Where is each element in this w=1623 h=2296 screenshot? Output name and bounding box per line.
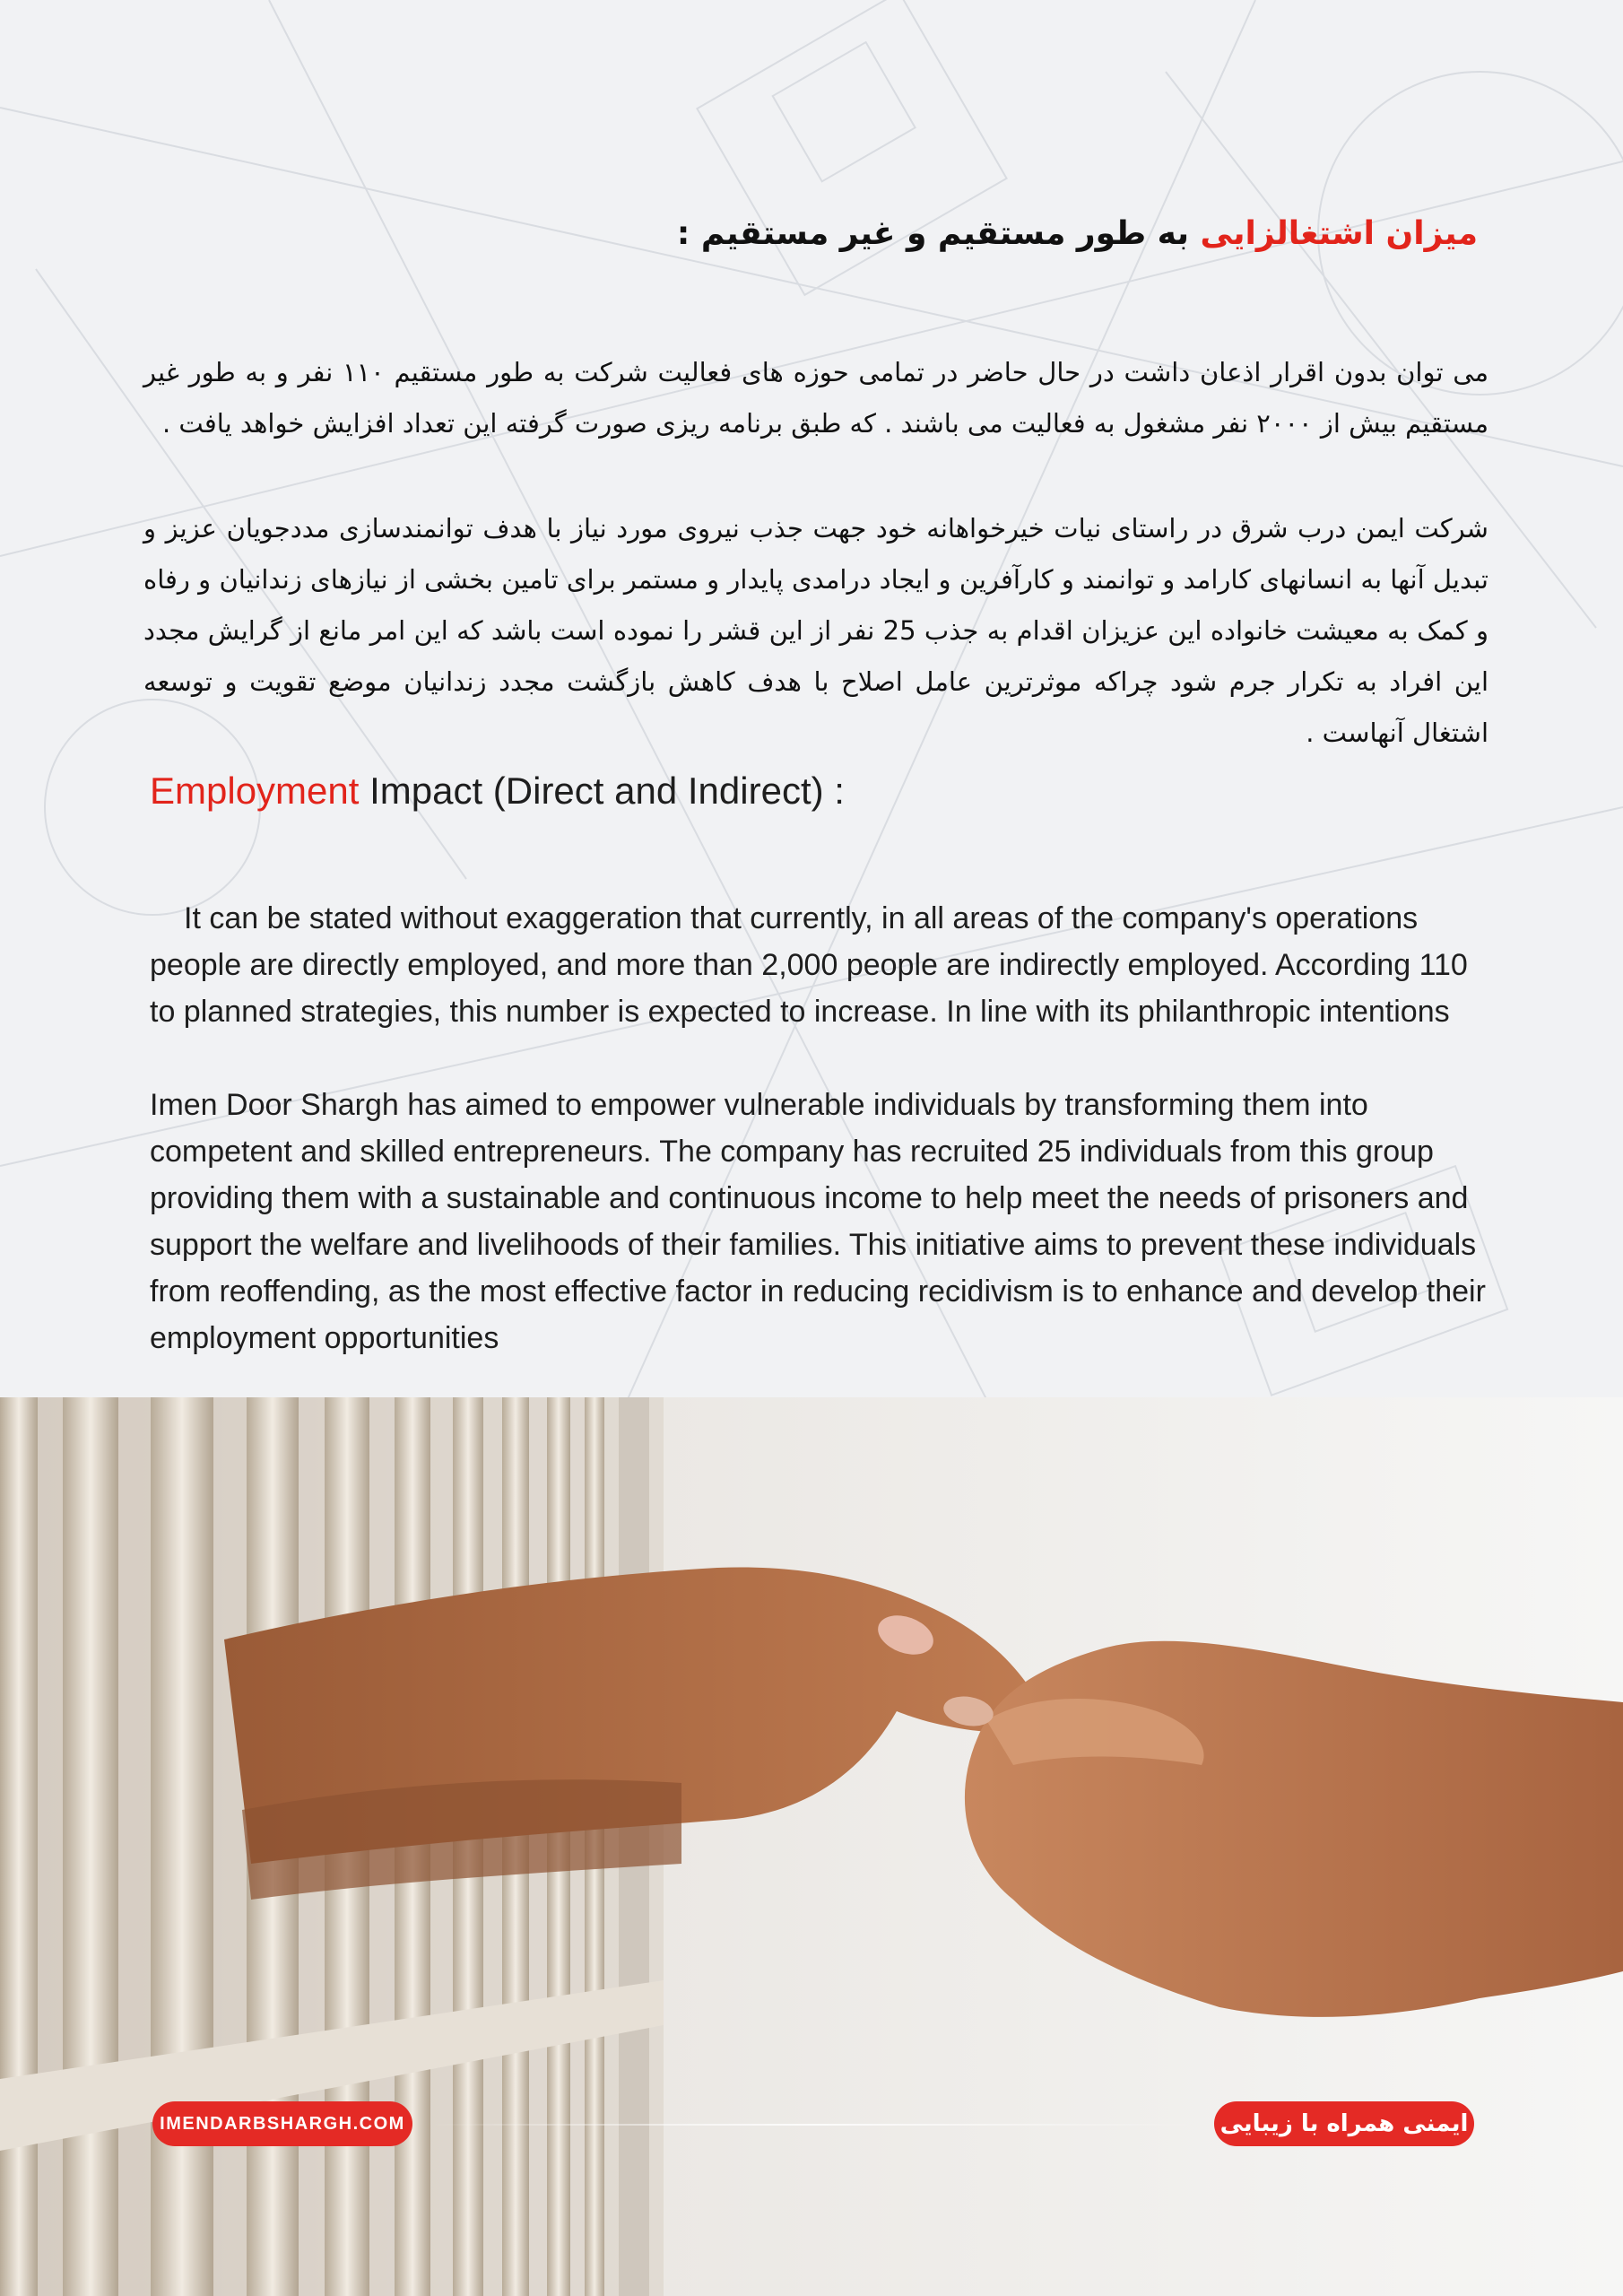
- english-heading-rest: Impact (Direct and Indirect) :: [359, 770, 845, 812]
- website-badge[interactable]: IMENDARBSHARGH.COM: [152, 2101, 412, 2146]
- persian-paragraph-2: شرکت ایمن درب شرق در راستای نیات خیرخواهانه خود جهت جذب نیروی مورد نیاز با هدف توانمندسازی مددجویان عزیز و تبدیل آنها به انسانهای کارامد و توانمند و کارآفرین و ایجاد درامدی پایدار و مستمر برای تامین بخشی از نیازهای زندانیان و رفاه و کمک به معیشت خانواده این عزیزان اقدام به جذب 25 نفر از این قشر را نموده است باشد که این امر مانع از گرایش مجدد این افراد به تکرار جرم شود چراکه موثرترین عامل اصلاح با هدف کاهش بازگشت مجدد زندانیان موضع تقویت و توسعه اشتغال آنهاست .: [143, 513, 1488, 748]
- persian-heading-rest: به طور مستقیم و غیر مستقیم :: [676, 215, 1201, 252]
- footer-divider: [430, 2124, 1202, 2126]
- hands-through-bars-photo: [0, 1397, 1623, 2296]
- slogan-badge: ایمنی همراه با زیبایی: [1214, 2101, 1474, 2146]
- persian-section-heading: [312, 215, 1478, 252]
- english-paragraph-1: It can be stated without exaggeration that currently, in all areas of the company's operations people are directly employed, and more than 2,000 people are indirectly employed. According 110 to planned strategies, this number is expected to increase. In line with its philanthropic intentions: [150, 901, 1468, 1029]
- persian-heading-accent: میزان اشتغالزایی: [1200, 215, 1478, 252]
- english-paragraph-2: Imen Door Shargh has aimed to empower vulnerable individuals by transforming them into competent and skilled entrepreneurs. The company has recruited 25 individuals from this group providing them with a sustainable and continuous income to help meet the needs of prisoners and support the welfare and livelihoods of their families. This initiative aims to prevent these individuals from reoffending, as the most effective factor in reducing recidivism is to enhance and develop their employment opportunities: [150, 1088, 1486, 1355]
- english-heading-accent: Employment: [150, 770, 360, 812]
- english-section-heading: [150, 770, 845, 813]
- persian-paragraph-1: می توان بدون اقرار اذعان داشت در حال حاضر در تمامی حوزه های فعالیت شرکت به طور مستقیم ۱۱۰ نفر و به طور غیر مستقیم بیش از ۲۰۰۰ نفر مشغول به فعالیت می باشند . که طبق برنامه ریزی صورت گرفته این تعداد افزایش خواهد یافت .: [143, 357, 1488, 439]
